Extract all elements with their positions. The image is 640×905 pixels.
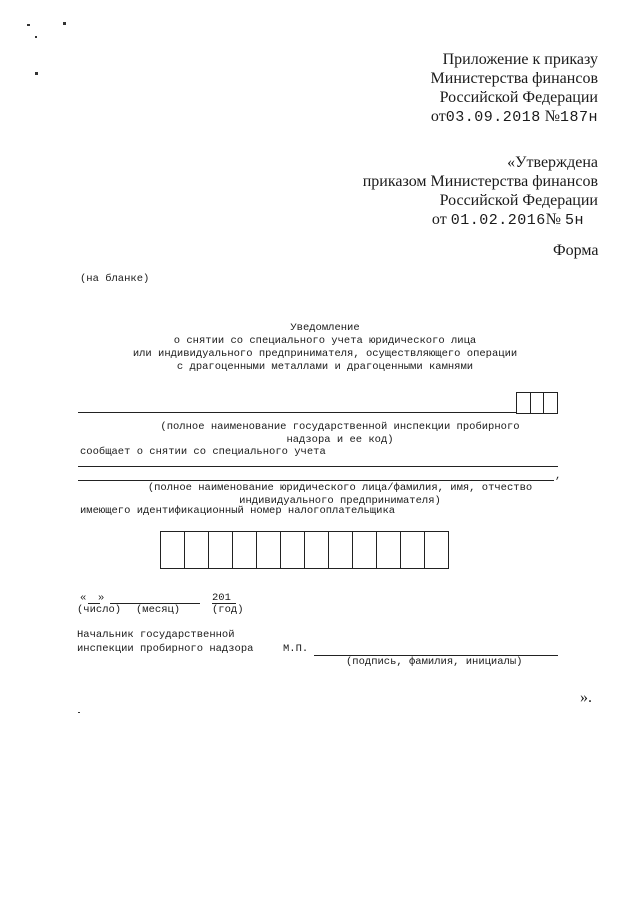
reports-text: сообщает о снятии со специального учета — [80, 446, 326, 458]
approved-header — [363, 153, 598, 230]
approved-number: 5н — [564, 212, 584, 229]
scan-speck — [35, 72, 38, 75]
scan-speck — [35, 36, 37, 38]
inspection-caption-line-2: надзора и ее код) — [286, 434, 394, 446]
inn-cell[interactable] — [305, 532, 329, 568]
approved-date-prefix: от — [431, 211, 447, 228]
entity-caption-line-2: индивидуального предпринимателя) — [239, 495, 441, 507]
inn-cell[interactable] — [377, 532, 401, 568]
appendix-date-line — [431, 107, 598, 127]
code-cell[interactable] — [544, 393, 558, 413]
inspection-caption — [120, 421, 560, 447]
inn-text: имеющего идентификационный номер налогоплательщика — [80, 505, 396, 517]
inn-cell[interactable] — [257, 532, 281, 568]
inspection-caption-line-1: (полное наименование государственной инспекции пробирного — [160, 421, 520, 433]
entity-caption-line-1: (полное наименование юридического лица/фамилия, имя, отчество — [147, 482, 533, 494]
date-close-quote: » — [98, 592, 105, 604]
letterhead-note: (на бланке) — [80, 273, 150, 285]
date-open-quote: « — [80, 592, 87, 604]
signature-title — [77, 629, 253, 656]
code-cell[interactable] — [517, 393, 531, 413]
inn-cell[interactable] — [401, 532, 425, 568]
inn-boxes[interactable] — [160, 531, 449, 569]
inn-cell[interactable] — [161, 532, 185, 568]
inn-cell[interactable] — [329, 532, 353, 568]
closing-mark: ». — [580, 689, 592, 706]
appendix-header — [431, 50, 598, 127]
inn-cell[interactable] — [281, 532, 305, 568]
date-year-caption: (год) — [212, 604, 244, 616]
title-line-1: Уведомление — [290, 322, 360, 334]
entity-name-line-1[interactable] — [78, 466, 558, 467]
approved-number-sign: № — [545, 211, 561, 228]
approved-date-line — [363, 210, 598, 230]
date-month-caption: (месяц) — [136, 604, 181, 616]
code-cell[interactable] — [531, 393, 544, 413]
appendix-date-prefix: от — [430, 108, 446, 125]
appendix-line-1: Приложение к приказу — [442, 51, 598, 68]
scan-speck — [27, 24, 30, 26]
title-line-4: с драгоценными металлами и драгоценными камнями — [176, 361, 474, 373]
signature-caption: (подпись, фамилия, инициалы) — [346, 656, 523, 668]
inspection-name-line — [78, 412, 516, 413]
date-year-prefix: 201 — [212, 592, 231, 604]
inn-cell[interactable] — [353, 532, 377, 568]
approved-line-2: приказом Министерства финансов — [362, 173, 598, 190]
entity-name-line-2[interactable] — [78, 480, 554, 481]
appendix-date: 03.09.2018 — [445, 109, 541, 126]
title-line-3: или индивидуального предпринимателя, осуществляющего операции — [132, 348, 518, 360]
appendix-line-3: Российской Федерации — [439, 89, 598, 106]
form-label: Форма — [553, 242, 599, 259]
inn-cell[interactable] — [209, 532, 233, 568]
inn-cell[interactable] — [185, 532, 209, 568]
scan-speck — [78, 712, 80, 713]
date-day-caption: (число) — [77, 604, 122, 616]
approved-date: 01.02.2016 — [450, 212, 546, 229]
inspection-code-boxes[interactable] — [516, 392, 558, 414]
stamp-label: М.П. — [283, 643, 309, 655]
inn-cell[interactable] — [425, 532, 449, 568]
scan-speck — [63, 22, 66, 25]
appendix-number: 187н — [559, 109, 598, 126]
signature-line-1: Начальник государственной — [77, 629, 235, 641]
appendix-number-sign: № — [544, 108, 560, 125]
notice-title — [100, 322, 550, 374]
inn-cell[interactable] — [233, 532, 257, 568]
appendix-line-2: Министерства финансов — [430, 70, 598, 87]
title-line-2: о снятии со специального учета юридического лица — [173, 335, 477, 347]
entity-line-comma: , — [555, 470, 562, 482]
approved-line-3: Российской Федерации — [439, 192, 598, 209]
signature-line-2: инспекции пробирного надзора — [77, 643, 254, 655]
approved-line-1: «Утверждена — [507, 154, 598, 171]
